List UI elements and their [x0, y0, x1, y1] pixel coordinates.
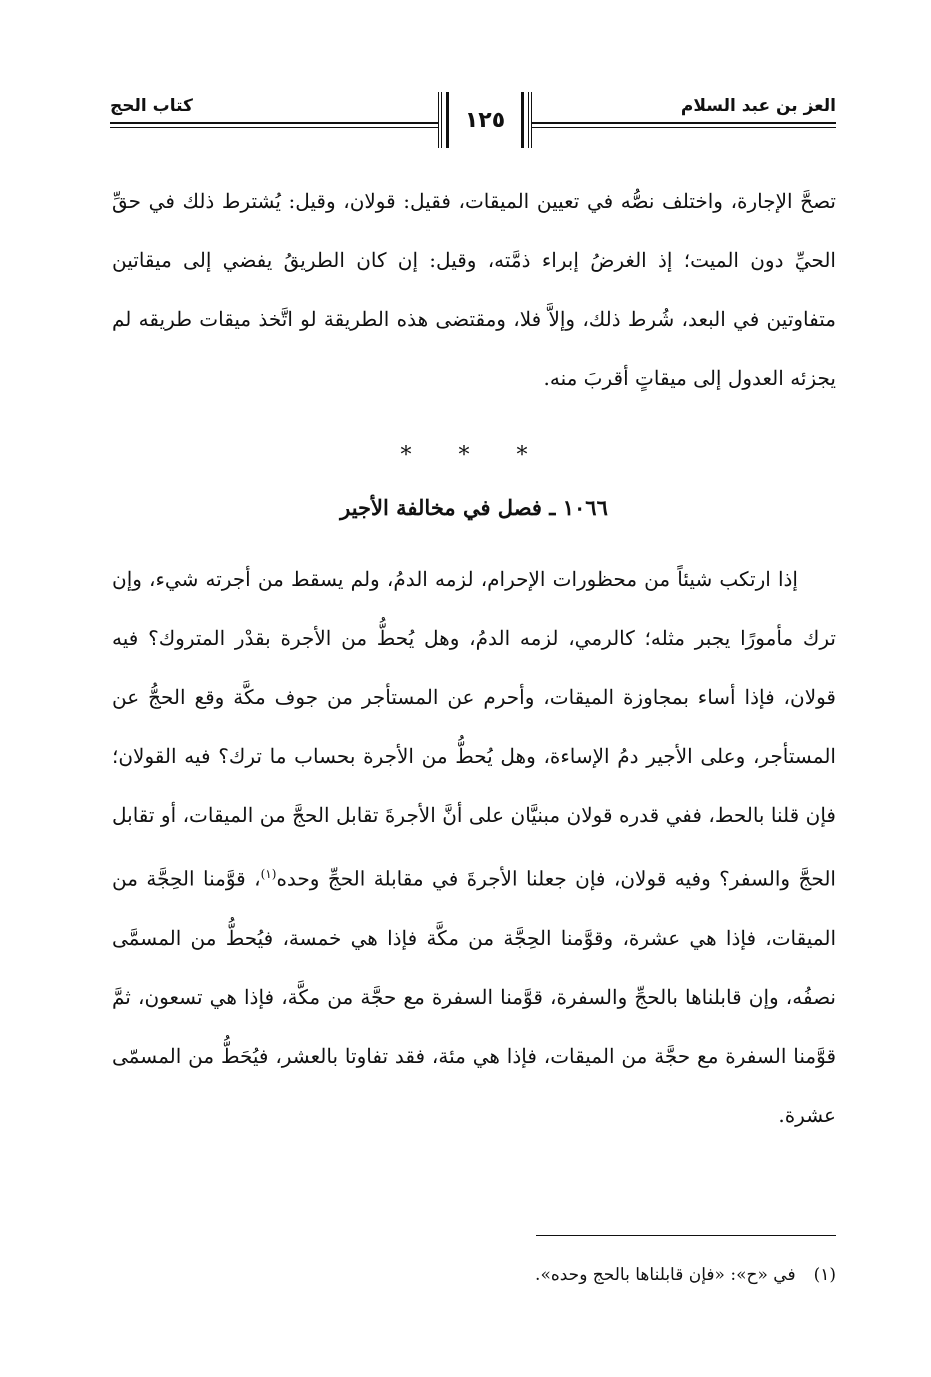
paragraph-continuation: تصحَّ الإجارة، واختلف نصُّه في تعيين الميقات، فقيل: قولان، وقيل: يُشترط ذلك في حقِّ الحيِّ دون الميت؛ إذ الغرضُ إبراء ذمَّته، وقيل: إن كان الطريقُ يفضي إلى ميقاتين متفاوتين في البعد، شُرط ذلك، وإلاَّ فلا، ومقتضى هذه الطريقة لو اتَّخذ ميقات طريقه لم يجزئه العدول إلى ميقاتٍ أقربَ منه.: [112, 189, 836, 390]
page-header: [110, 92, 836, 152]
footnote-number: (١): [813, 1265, 836, 1285]
section-heading: ١٠٦٦ ـ فصل في مخالفة الأجير: [340, 495, 608, 520]
footnote-reference[interactable]: (١): [260, 867, 277, 881]
paragraph-main-part-2: ، قوَّمنا الحِجَّة من الميقات، فإذا هي عشرة، وقوَّمنا الحِجَّة من مكَّة فإذا هي خمسة، فيُحطُّ من المسمَّى نصفُه، وإن قابلناها بالحجِّ والسفرة، قوَّمنا السفرة مع حجَّة من مكَّة، فإذا هي تسعون، ثمَّ قوَّمنا السفرة مع حجَّة من الميقات، فإذا هي مئة، فقد تفاوتا بالعشر، فيُحَطُّ من المسمّى عشرة.: [112, 866, 836, 1127]
footnote-separator: [536, 1235, 836, 1236]
page-body: [112, 172, 836, 1145]
page-number-frame: [438, 92, 532, 148]
running-head-author: العز بن عبد السلام: [680, 96, 836, 116]
running-head-book: كتاب الحج: [110, 96, 193, 116]
page-number: ١٢٥: [464, 108, 506, 133]
paragraph-main: [112, 550, 836, 1145]
paragraph-main-part-1: إذا ارتكب شيئاً من محظورات الإحرام، لزمه الدمُ، ولم يسقط من أجرته شيء، وإن ترك مأمورًا يجبر مثله؛ كالرمي، لزمه الدمُ، وهل يُحطُّ من الأجرة بقدْر المتروك؟ فيه قولان، فإذا أساء بمجاوزة الميقات، وأحرم عن المستأجر من جوف مكَّة وقع الحجُّ عن المستأجر، وعلى الأجير دمُ الإساءة، وهل يُحطُّ من الأجرة بحساب ما ترك؟ فيه القولان؛ فإن قلنا بالحط، ففي قدره قولان مبنيَّان على أنَّ الأجرةَ تقابل الحجَّ من الميقات، أو تقابل الحجَّ والسفر؟ وفيه قولان، فإن جعلنا الأجرةَ في مقابلة الحجِّ وحده: [112, 567, 836, 891]
footnote-text: في «ح»: «فإن قابلناها بالحج وحده».: [535, 1265, 796, 1285]
footnote: [112, 1262, 836, 1288]
section-separator: * * *: [400, 443, 548, 468]
